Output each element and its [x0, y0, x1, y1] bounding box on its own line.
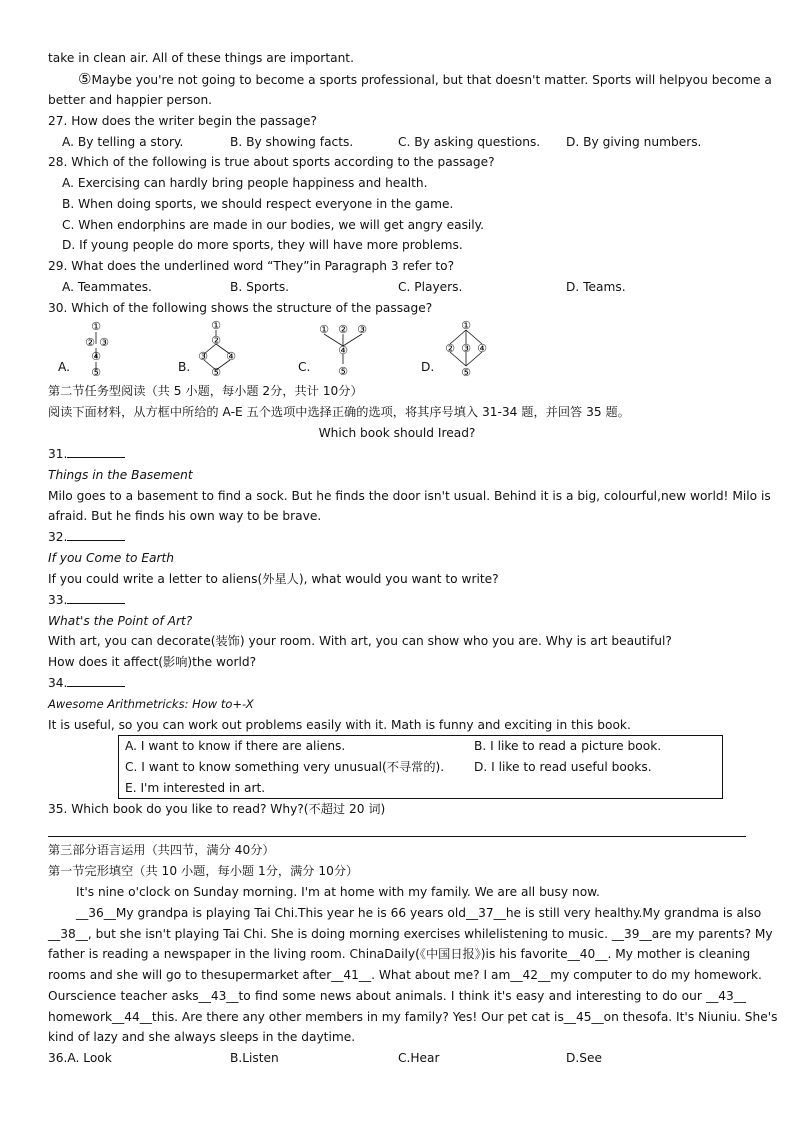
- question-stem: 27. How does the writer begin the passage?: [48, 114, 317, 128]
- book-description: It is useful, so you can work out problems easily with it. Math is funny and exciting in this book.: [48, 718, 631, 732]
- question-number: 32.: [48, 530, 68, 544]
- answer-blank-33[interactable]: [48, 590, 746, 610]
- answer-blank-34[interactable]: [48, 673, 746, 693]
- book-title: Things in the Basement: [48, 468, 193, 482]
- choice-a[interactable]: A. I want to know if there are aliens.: [125, 739, 346, 753]
- node-3: ③: [99, 336, 109, 349]
- node-3: ③: [357, 323, 367, 336]
- book-title: If you Come to Earth: [48, 551, 175, 565]
- option-c[interactable]: C. By asking questions.: [398, 135, 541, 149]
- book-description: How does it affect(影响)the world?: [48, 655, 257, 669]
- option-a-letter[interactable]: A.: [58, 360, 70, 374]
- node-4: ④: [226, 350, 236, 363]
- book-description: Milo goes to a basement to find a sock. But he finds the door isn't usual. Behind it is a big, colourful,new world! Milo is: [48, 489, 771, 503]
- option-a[interactable]: 36.A. Look: [48, 1051, 112, 1065]
- structure-diagram-d[interactable]: [440, 318, 496, 380]
- question-stem: 29. What does the underlined word “They”in Paragraph 3 refer to?: [48, 259, 455, 273]
- option-b[interactable]: B. By showing facts.: [230, 135, 354, 149]
- choice-e[interactable]: E. I'm interested in art.: [125, 781, 266, 795]
- node-1: ①: [461, 319, 471, 332]
- cloze-line: Ourscience teacher asks__43__to find some news about animals. I think it's easy and interesting to do our __43__: [48, 989, 746, 1003]
- book-description: afraid. But he finds his own way to be brave.: [48, 509, 322, 523]
- node-4: ④: [477, 342, 487, 355]
- option-b[interactable]: B. When doing sports, we should respect everyone in the game.: [62, 197, 454, 211]
- node-2: ②: [85, 336, 95, 349]
- option-c[interactable]: C. When endorphins are made in our bodies, we will get angry easily.: [62, 218, 485, 232]
- question-stem: 28. Which of the following is true about sports according to the passage?: [48, 155, 495, 169]
- passage-text: Maybe you're not going to become a sports professional, but that doesn't matter. Sports will helpyou become a: [91, 73, 772, 87]
- option-d[interactable]: D.See: [566, 1051, 602, 1065]
- book-description: With art, you can decorate(装饰) your room. With art, you can show who you are. Why is art beautiful?: [48, 634, 672, 648]
- node-4: ④: [338, 344, 348, 357]
- question-stem: 30. Which of the following shows the structure of the passage?: [48, 301, 433, 315]
- option-d[interactable]: D. Teams.: [566, 280, 626, 294]
- cloze-line: __38__, but she isn't playing Tai Chi. She is doing morning exercises whilelistening to music. __39__are my parents? My: [48, 927, 773, 941]
- structure-diagram-b[interactable]: [193, 318, 243, 380]
- option-a[interactable]: A. Exercising can hardly bring people happiness and health.: [62, 176, 428, 190]
- node-1: ①: [211, 319, 221, 332]
- node-5: ⑤: [338, 365, 348, 378]
- node-2: ②: [445, 342, 455, 355]
- section-heading: 第一节完形填空（共 10 小题，每小题 1分，满分 10分）: [48, 864, 359, 878]
- question-number: 34.: [48, 676, 68, 690]
- question-35: 35. Which book do you like to read? Why?(不超过 20 词): [48, 802, 386, 816]
- part-heading: 第三部分语言运用（共四节，满分 40分）: [48, 843, 275, 857]
- structure-diagram-a[interactable]: [78, 318, 118, 380]
- passage-line: take in clean air. All of these things are important.: [48, 51, 354, 65]
- option-c[interactable]: C.Hear: [398, 1051, 440, 1065]
- book-title: What's the Point of Art?: [48, 614, 193, 628]
- option-b[interactable]: B. Sports.: [230, 280, 290, 294]
- choice-d[interactable]: D. I like to read useful books.: [474, 760, 652, 774]
- option-d-letter[interactable]: D.: [421, 360, 435, 374]
- node-5: ⑤: [91, 366, 101, 379]
- node-2: ②: [211, 334, 221, 347]
- structure-diagram-c[interactable]: [314, 318, 374, 380]
- cloze-line: father is reading a newspaper in the living room. ChinaDaily(《中国日报》)is his favorite__40__. My mother is cleaning: [48, 947, 751, 961]
- answer-blank-32[interactable]: [48, 527, 746, 547]
- option-c-letter[interactable]: C.: [298, 360, 311, 374]
- section-heading: 第二节任务型阅读（共 5 小题，每小题 2分，共计 10分）: [48, 384, 363, 398]
- choice-box: [118, 735, 723, 799]
- node-5: ⑤: [211, 366, 221, 379]
- question-number: 31.: [48, 447, 68, 461]
- choice-c[interactable]: C. I want to know something very unusual(不寻常的).: [125, 760, 445, 774]
- option-a[interactable]: A. By telling a story.: [62, 135, 184, 149]
- option-b[interactable]: B.Listen: [230, 1051, 279, 1065]
- node-2: ②: [338, 323, 348, 336]
- book-description: If you could write a letter to aliens(外星人), what would you want to write?: [48, 572, 499, 586]
- option-d[interactable]: D. If young people do more sports, they will have more problems.: [62, 238, 463, 252]
- option-c[interactable]: C. Players.: [398, 280, 463, 294]
- node-5: ⑤: [461, 366, 471, 379]
- section-instruction: 阅读下面材料，从方框中所给的 A-E 五个选项中选择正确的选项，将其序号填入 31-34 题，并回答 35 题。: [48, 405, 630, 419]
- passage-title: Which book should Iread?: [318, 426, 476, 440]
- passage-line: better and happier person.: [48, 93, 213, 107]
- cloze-line: __36__My grandpa is playing Tai Chi.This year he is 66 years old__37__he is still very healthy.My grandma is also: [76, 906, 762, 920]
- node-3: ③: [198, 350, 208, 363]
- node-4: ④: [91, 350, 101, 363]
- node-1: ①: [319, 323, 329, 336]
- cloze-line: kind of lazy and she always sleeps in the daytime.: [48, 1030, 356, 1044]
- option-d[interactable]: D. By giving numbers.: [566, 135, 702, 149]
- book-title: Awesome Arithmetricks: How to+-X: [48, 697, 254, 711]
- cloze-line: It's nine o'clock on Sunday morning. I'm at home with my family. We are all busy now.: [76, 885, 600, 899]
- paragraph-number-marker: ⑤: [78, 70, 92, 88]
- question-number: 33.: [48, 593, 68, 607]
- cloze-line: rooms and she will go to thesupermarket after__41__. What about me? I am__42__my computer to do my homework.: [48, 968, 762, 982]
- node-1: ①: [91, 320, 101, 333]
- answer-line[interactable]: [48, 836, 746, 837]
- passage-line: [48, 69, 772, 90]
- option-a[interactable]: A. Teammates.: [62, 280, 152, 294]
- cloze-line: homework__44__this. Are there any other members in my family? Yes! Our pet cat is__45__on thesofa. It's Niuniu. She's: [48, 1010, 778, 1024]
- option-b-letter[interactable]: B.: [178, 360, 191, 374]
- node-3: ③: [461, 342, 471, 355]
- choice-b[interactable]: B. I like to read a picture book.: [474, 739, 662, 753]
- answer-blank-31[interactable]: [48, 444, 746, 464]
